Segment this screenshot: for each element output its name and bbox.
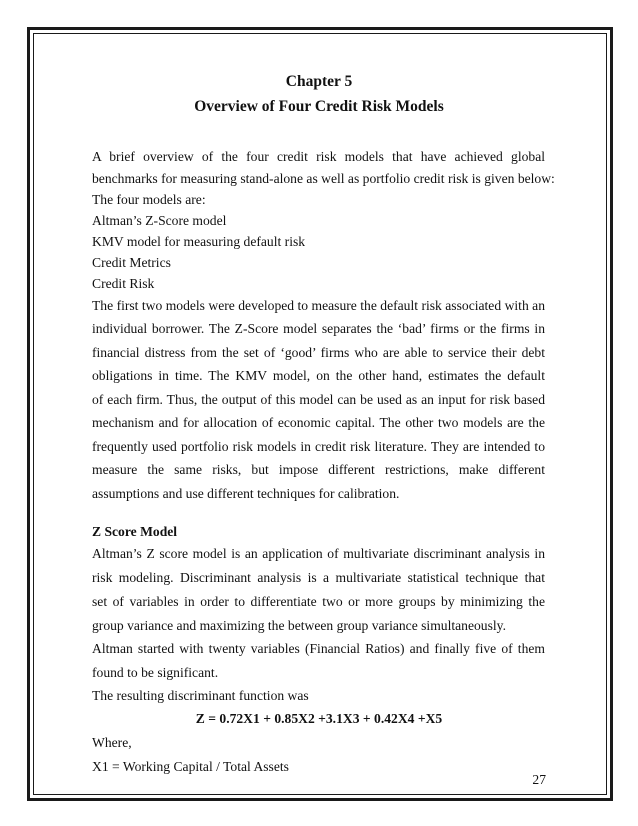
- section-heading: Z Score Model: [92, 524, 178, 539]
- discriminant-formula: Z = 0.72X1 + 0.85X2 +3.1X3 + 0.42X4 +X5: [195, 711, 443, 726]
- chapter-title: Overview of Four Credit Risk Models: [194, 98, 444, 115]
- paragraph-line: individual borrower. The Z-Score model separates the ‘bad’ firms or the firms in: [92, 321, 545, 336]
- paragraph-line: Altman started with twenty variables (Financial Ratios) and finally five of them: [92, 641, 545, 656]
- paragraph-line: The first two models were developed to measure the default risk associated with an: [92, 298, 545, 313]
- intro-line: benchmarks for measuring stand-alone as well as portfolio credit risk is given below:: [92, 171, 555, 186]
- function-intro: The resulting discriminant function was: [92, 688, 309, 703]
- paragraph-line: set of variables in order to differentiate two or more groups by minimizing the: [92, 594, 545, 609]
- paragraph-line: group variance and maximizing the between group variance simultaneously.: [92, 618, 506, 633]
- paragraph-line: Altman’s Z score model is an application of multivariate discriminant analysis in: [92, 546, 545, 561]
- paragraph-line: assumptions and use different techniques for calibration.: [92, 486, 400, 501]
- intro-line: A brief overview of the four credit risk models that have achieved global: [92, 149, 545, 164]
- paragraph-line: financial distress from the set of ‘good’ firms who are able to service their debt: [92, 345, 545, 360]
- paragraph-line: of each firm. Thus, the output of this model can be used as an input for risk based: [92, 392, 545, 407]
- page-number: 27: [532, 772, 546, 787]
- model-item: Credit Risk: [92, 276, 155, 291]
- paragraph-line: measure the same risks, but impose different restrictions, make different: [92, 462, 545, 477]
- model-item: KMV model for measuring default risk: [92, 234, 306, 249]
- paragraph-line: mechanism and for allocation of economic capital. The other two models are the: [92, 415, 545, 430]
- model-item: Altman’s Z-Score model: [92, 213, 227, 228]
- paragraph-line: frequently used portfolio risk models in credit risk literature. They are intended to: [92, 439, 545, 454]
- paragraph-line: found to be significant.: [92, 665, 219, 680]
- where-label: Where,: [92, 735, 132, 750]
- models-intro: The four models are:: [92, 192, 206, 207]
- chapter-label: Chapter 5: [285, 73, 353, 90]
- paragraph-line: risk modeling. Discriminant analysis is a multivariate statistical technique that: [92, 570, 545, 585]
- model-item: Credit Metrics: [92, 255, 171, 270]
- variable-definition: X1 = Working Capital / Total Assets: [92, 759, 289, 774]
- paragraph-line: obligations in time. The KMV model, on the other hand, estimates the default: [92, 368, 545, 383]
